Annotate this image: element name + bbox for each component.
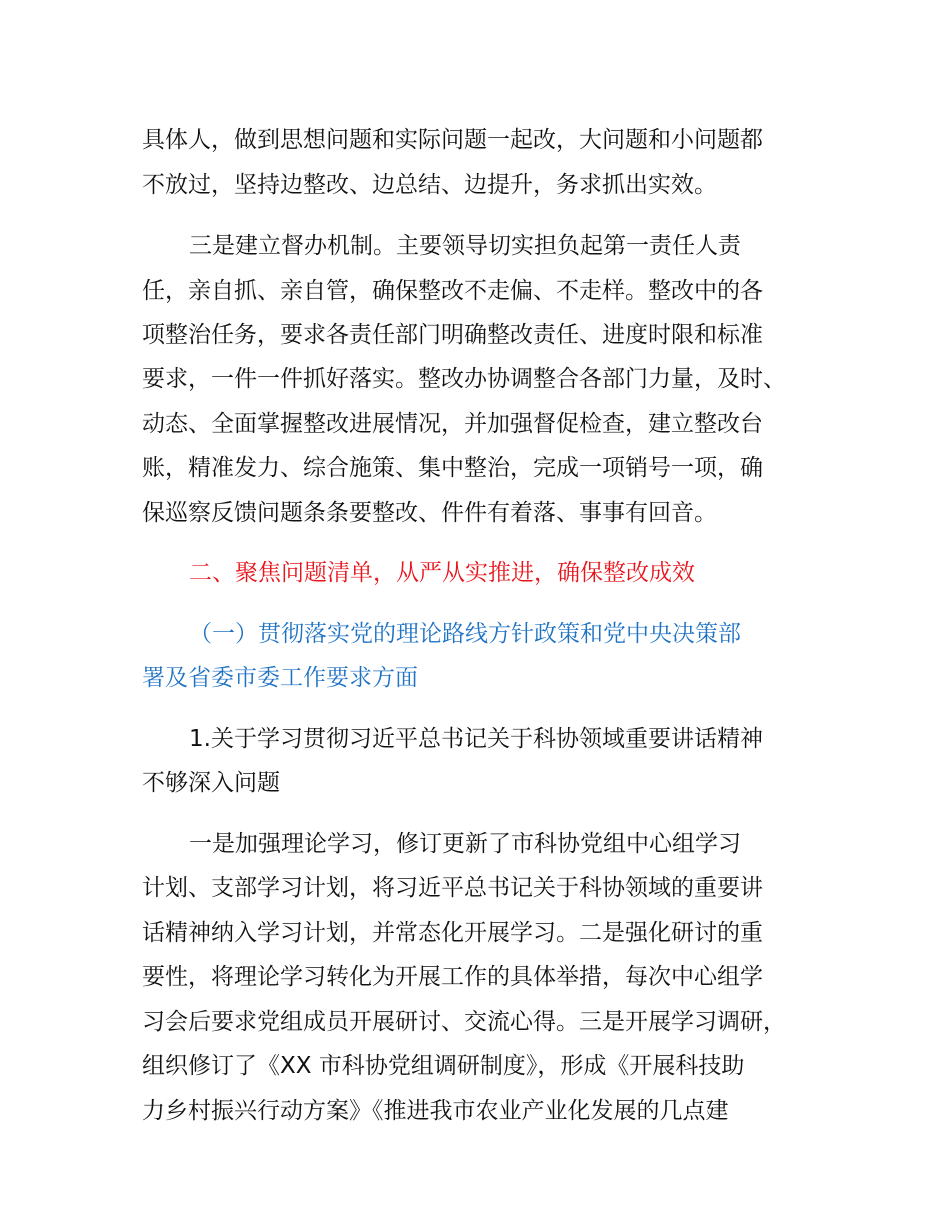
- paragraph-line: 动态、全面掌握整改进展情况，并加强督促检查，建立整改台: [142, 411, 763, 437]
- item-heading: 1.关于学习贯彻习近平总书记关于科协领域重要讲话精神: [189, 726, 763, 752]
- paragraph-line: 账，精准发力、综合施策、集中整治，完成一项销号一项，确: [142, 455, 763, 481]
- paragraph-line: 三是建立督办机制。主要领导切实担负起第一责任人责: [189, 233, 741, 259]
- paragraph-line: 具体人，做到思想问题和实际问题一起改，大问题和小问题都: [142, 127, 763, 153]
- section-heading-2: 二、聚焦问题清单，从严从实推进，确保整改成效: [189, 560, 695, 586]
- paragraph-line: 保巡察反馈问题条条要整改、件件有着落、事事有回音。: [142, 500, 717, 526]
- paragraph-line: 习会后要求党组成员开展研讨、交流心得。三是开展学习调研，: [142, 1009, 786, 1035]
- paragraph-line: 不放过，坚持边整改、边总结、边提升，务求抓出实效。: [142, 172, 717, 198]
- paragraph-line: 一是加强理论学习，修订更新了市科协党组中心组学习: [189, 831, 741, 857]
- paragraph-line: 话精神纳入学习计划，并常态化开展学习。二是强化研讨的重: [142, 920, 763, 946]
- paragraph-line: 组织修订了《XX 市科协党组调研制度》，形成《开展科技助: [142, 1053, 745, 1079]
- subsection-heading: （一）贯彻落实党的理论路线方针政策和党中央决策部: [189, 621, 741, 647]
- item-heading-cont: 不够深入问题: [142, 770, 280, 796]
- paragraph-line: 要性，将理论学习转化为开展工作的具体举措，每次中心组学: [142, 964, 763, 990]
- subsection-heading-cont: 署及省委市委工作要求方面: [142, 665, 418, 691]
- paragraph-line: 项整治任务，要求各责任部门明确整改责任、进度时限和标准: [142, 322, 763, 348]
- paragraph-line: 要求，一件一件抓好落实。整改办协调整合各部门力量，及时、: [142, 366, 786, 392]
- paragraph-line: 计划、支部学习计划，将习近平总书记关于科协领域的重要讲: [142, 875, 763, 901]
- paragraph-line: 任，亲自抓、亲自管，确保整改不走偏、不走样。整改中的各: [142, 278, 763, 304]
- paragraph-line: 力乡村振兴行动方案》《推进我市农业产业化发展的几点建: [142, 1098, 729, 1124]
